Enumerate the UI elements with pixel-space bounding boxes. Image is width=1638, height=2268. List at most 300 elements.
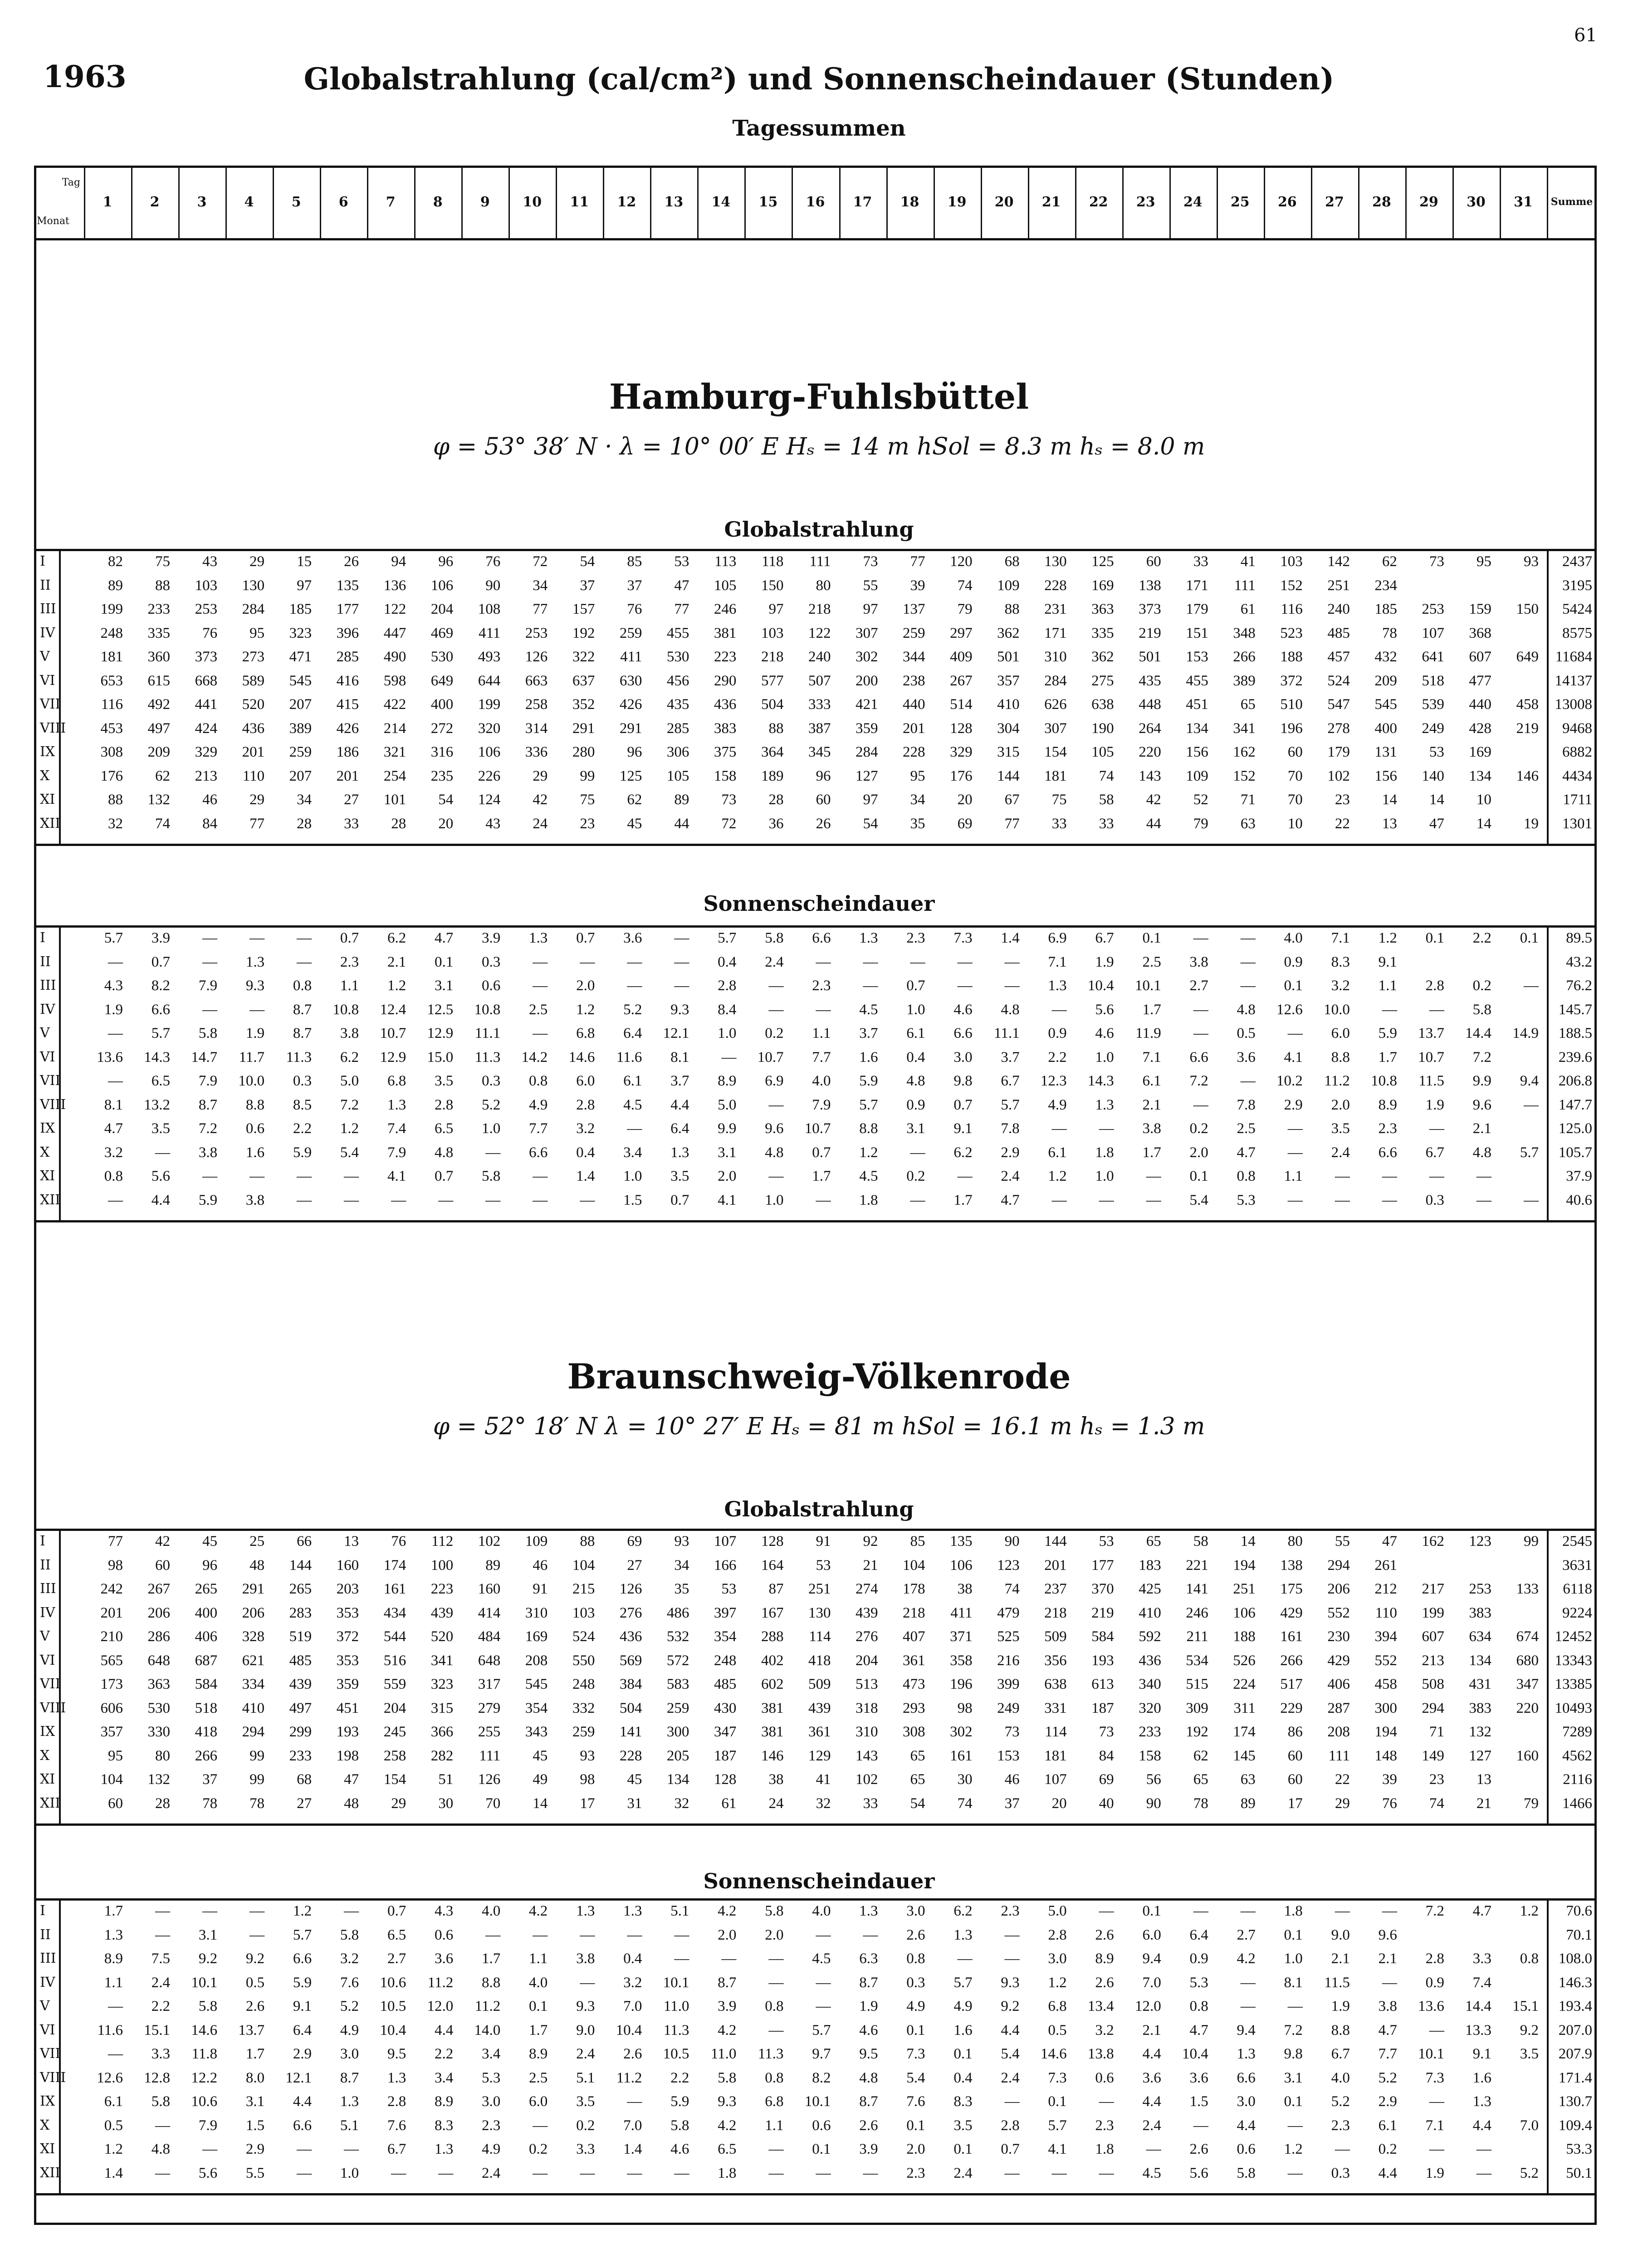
- data-cell: 5.2: [1378, 2069, 1397, 2086]
- data-cell: 7.1: [1331, 930, 1350, 946]
- data-cell: 4.9: [1048, 1096, 1067, 1113]
- data-cell: 5.7: [812, 2022, 831, 2038]
- data-cell: 0.1: [953, 2046, 973, 2062]
- data-cell: 2.0: [906, 2141, 925, 2157]
- data-cell: —: [674, 1926, 689, 1943]
- data-cell: —: [1287, 2165, 1303, 2181]
- data-cell: —: [155, 1903, 171, 1919]
- data-cell: 347: [714, 1724, 737, 1740]
- data-cell: 336: [525, 744, 548, 760]
- month-label: IX: [40, 2093, 55, 2109]
- data-cell: 626: [1044, 696, 1067, 713]
- data-cell: 224: [1233, 1676, 1256, 1692]
- data-cell: 0.7: [670, 1192, 689, 1208]
- data-cell: 4.0: [1284, 930, 1303, 946]
- data-cell: 12.3: [1040, 1073, 1067, 1089]
- data-cell: 94: [391, 553, 406, 570]
- data-cell: 2.9: [1378, 2093, 1397, 2110]
- data-cell: 2.9: [293, 2046, 312, 2062]
- data-cell: 79: [1193, 815, 1208, 832]
- data-cell: 0.8: [765, 2069, 784, 2086]
- data-cell: 136: [383, 577, 406, 594]
- data-cell: 6.2: [953, 1903, 973, 1919]
- data-cell: 368: [1469, 625, 1491, 641]
- data-cell: 5.1: [340, 2117, 359, 2134]
- data-cell: 4.6: [670, 2141, 689, 2157]
- data-cell: 13.8: [1087, 2046, 1114, 2062]
- data-cell: 4.1: [387, 1168, 406, 1184]
- data-cell: 212: [1374, 1581, 1397, 1597]
- data-cell: 3.1: [1284, 2069, 1303, 2086]
- data-cell: 7.0: [1142, 1974, 1161, 1991]
- data-cell: 205: [666, 1747, 689, 1764]
- data-cell: 37: [1004, 1795, 1020, 1812]
- data-cell: —: [1193, 1001, 1208, 1018]
- data-cell: 6.8: [765, 2093, 784, 2110]
- data-cell: 0.8: [1520, 1950, 1539, 1967]
- data-cell: —: [627, 953, 642, 970]
- data-cell: —: [768, 1001, 784, 1018]
- data-cell: 426: [619, 696, 642, 713]
- block-top-rule: [34, 1898, 1597, 1901]
- data-cell: 8.9: [1378, 1096, 1397, 1113]
- data-cell: 9.9: [1472, 1073, 1491, 1089]
- row-sum: 145.7: [1558, 1001, 1592, 1018]
- data-cell: 34: [910, 792, 925, 808]
- data-cell: 3.9: [859, 2141, 878, 2157]
- data-cell: —: [1240, 930, 1256, 946]
- data-cell: 5.8: [340, 1926, 359, 1943]
- day-header: 29: [1405, 166, 1454, 238]
- data-cell: 99: [249, 1771, 265, 1788]
- data-cell: 255: [478, 1724, 501, 1740]
- data-cell: 363: [1091, 601, 1114, 617]
- data-cell: 9.1: [953, 1120, 973, 1137]
- data-cell: 204: [856, 1652, 878, 1669]
- data-cell: 341: [1233, 720, 1256, 737]
- data-cell: 415: [336, 696, 359, 713]
- data-cell: 207: [289, 767, 312, 784]
- data-cell: 98: [108, 1557, 123, 1574]
- data-cell: 6.4: [293, 2022, 312, 2038]
- data-cell: —: [1051, 1120, 1067, 1137]
- data-cell: 4.8: [1001, 1001, 1020, 1018]
- data-cell: 233: [1139, 1724, 1161, 1740]
- data-cell: —: [580, 1974, 595, 1991]
- data-cell: 1.0: [718, 1025, 737, 1041]
- data-cell: 2.4: [576, 2046, 595, 2062]
- data-cell: 11.1: [474, 1025, 501, 1041]
- data-cell: 39: [1382, 1771, 1397, 1788]
- data-cell: 3.1: [906, 1120, 925, 1137]
- data-cell: 60: [1287, 744, 1303, 760]
- data-cell: 188: [1233, 1628, 1256, 1645]
- data-cell: 11.2: [616, 2069, 642, 2086]
- data-cell: 53: [674, 553, 689, 570]
- data-cell: 0.1: [1425, 930, 1444, 946]
- data-cell: 181: [1044, 767, 1067, 784]
- data-cell: 63: [1240, 1771, 1256, 1788]
- data-cell: —: [1287, 1025, 1303, 1041]
- data-cell: 485: [289, 1652, 312, 1669]
- row-sum: 147.7: [1558, 1096, 1592, 1113]
- data-cell: 344: [903, 649, 925, 665]
- data-cell: 134: [1186, 720, 1208, 737]
- data-cell: 524: [572, 1628, 595, 1645]
- data-cell: 8.8: [859, 1120, 878, 1137]
- data-cell: 513: [856, 1676, 878, 1692]
- data-cell: 109: [997, 577, 1020, 594]
- data-cell: 102: [856, 1771, 878, 1788]
- data-cell: 82: [108, 553, 123, 570]
- data-cell: 107: [1044, 1771, 1067, 1788]
- data-cell: 104: [572, 1557, 595, 1574]
- data-cell: —: [957, 1950, 973, 1967]
- data-cell: 7.7: [529, 1120, 548, 1137]
- data-cell: 253: [195, 601, 218, 617]
- data-cell: 0.2: [576, 2117, 595, 2134]
- data-cell: 410: [997, 696, 1020, 713]
- data-cell: 2.3: [1001, 1903, 1020, 1919]
- data-cell: 237: [1044, 1581, 1067, 1597]
- data-cell: 6.7: [1095, 930, 1114, 946]
- data-cell: 60: [108, 1795, 123, 1812]
- data-cell: 127: [1469, 1747, 1491, 1764]
- data-cell: 209: [147, 744, 171, 760]
- data-cell: 13.2: [144, 1096, 171, 1113]
- data-cell: 5.7: [1001, 1096, 1020, 1113]
- data-cell: 216: [997, 1652, 1020, 1669]
- data-cell: 116: [101, 696, 123, 713]
- data-cell: 10.5: [663, 2046, 689, 2062]
- data-cell: —: [249, 1001, 265, 1018]
- data-cell: 217: [1422, 1581, 1444, 1597]
- data-cell: 519: [289, 1628, 312, 1645]
- data-cell: 30: [957, 1771, 973, 1788]
- data-cell: —: [627, 978, 642, 994]
- data-cell: 85: [910, 1533, 925, 1549]
- data-cell: 3.1: [718, 1144, 737, 1161]
- section-label-sunshine: Sonnenscheindauer: [703, 1869, 935, 1893]
- data-cell: 648: [147, 1652, 171, 1669]
- data-cell: 441: [195, 696, 218, 713]
- data-cell: 53: [721, 1581, 737, 1597]
- data-cell: 1.3: [953, 1926, 973, 1943]
- data-cell: 0.8: [104, 1168, 123, 1184]
- data-cell: 360: [147, 649, 171, 665]
- data-cell: 4.0: [812, 1073, 831, 1089]
- data-cell: 644: [478, 672, 501, 689]
- data-cell: 6.8: [387, 1073, 406, 1089]
- data-cell: 2.3: [812, 978, 831, 994]
- data-cell: 178: [903, 1581, 925, 1597]
- data-cell: 384: [619, 1676, 642, 1692]
- data-cell: 47: [674, 577, 689, 594]
- data-cell: 653: [100, 672, 123, 689]
- row-sum: 13343: [1555, 1652, 1592, 1669]
- data-cell: 259: [289, 744, 312, 760]
- data-cell: 456: [666, 672, 689, 689]
- data-cell: —: [674, 2165, 689, 2181]
- data-cell: 74: [957, 1795, 973, 1812]
- month-label: XII: [40, 2165, 61, 2181]
- data-cell: 204: [383, 1700, 406, 1716]
- data-cell: —: [1429, 1120, 1444, 1137]
- month-label: VIII: [40, 1700, 66, 1716]
- data-cell: —: [1382, 1001, 1397, 1018]
- data-cell: 177: [1091, 1557, 1114, 1574]
- data-cell: 107: [714, 1533, 737, 1549]
- data-cell: 530: [430, 649, 454, 665]
- data-cell: 674: [1516, 1628, 1539, 1645]
- data-cell: 77: [108, 1533, 123, 1549]
- data-cell: 98: [580, 1771, 595, 1788]
- month-label: XI: [40, 2141, 55, 2157]
- row-sum: 2545: [1562, 1533, 1592, 1549]
- data-cell: 1.3: [623, 1903, 642, 1919]
- data-cell: 99: [580, 767, 595, 784]
- data-cell: 74: [1429, 1795, 1444, 1812]
- data-cell: 173: [100, 1676, 123, 1692]
- data-cell: 323: [430, 1676, 454, 1692]
- data-cell: 192: [1186, 1724, 1208, 1740]
- data-cell: 3.0: [340, 2046, 359, 2062]
- data-cell: 501: [997, 649, 1020, 665]
- data-cell: 245: [383, 1724, 406, 1740]
- data-cell: 0.6: [812, 2117, 831, 2134]
- page-title: Globalstrahlung (cal/cm²) und Sonnenscheindauer (Stunden): [303, 61, 1335, 97]
- data-cell: 193: [336, 1724, 359, 1740]
- data-cell: 0.8: [293, 978, 312, 994]
- data-cell: 371: [950, 1628, 973, 1645]
- data-cell: 5.8: [198, 1998, 218, 2014]
- data-cell: 5.9: [198, 1192, 218, 1208]
- data-cell: 181: [1044, 1747, 1067, 1764]
- data-cell: 6.6: [529, 1144, 548, 1161]
- data-cell: 74: [1099, 767, 1114, 784]
- data-cell: —: [202, 1001, 218, 1018]
- data-cell: —: [1476, 2165, 1491, 2181]
- data-cell: 8.2: [151, 978, 171, 994]
- data-cell: 381: [761, 1724, 784, 1740]
- data-cell: 201: [242, 744, 265, 760]
- data-cell: 358: [950, 1652, 973, 1669]
- data-cell: 10.7: [1418, 1049, 1444, 1066]
- data-cell: 1.8: [1284, 1903, 1303, 1919]
- data-cell: 3.5: [434, 1073, 454, 1089]
- data-cell: —: [1004, 2165, 1020, 2181]
- row-sum: 6882: [1562, 744, 1592, 760]
- data-cell: 158: [714, 767, 737, 784]
- day-header: 19: [934, 166, 982, 238]
- data-cell: 6.1: [104, 2093, 123, 2110]
- data-cell: 2.7: [1237, 1926, 1256, 1943]
- data-cell: 10.2: [1276, 1073, 1303, 1089]
- data-cell: 1.9: [1095, 953, 1114, 970]
- data-cell: 208: [525, 1652, 548, 1669]
- data-cell: 2.9: [245, 2141, 265, 2157]
- data-cell: 2.8: [387, 2093, 406, 2110]
- data-cell: 171: [1186, 577, 1208, 594]
- data-cell: —: [910, 1192, 925, 1208]
- data-cell: 204: [430, 601, 454, 617]
- data-cell: 5.2: [623, 1001, 642, 1018]
- data-cell: —: [1240, 1998, 1256, 2014]
- data-cell: 122: [383, 601, 406, 617]
- month-label: II: [40, 1557, 51, 1573]
- data-cell: 3.0: [953, 1049, 973, 1066]
- data-cell: 8.8: [482, 1974, 501, 1991]
- month-label: IX: [40, 744, 55, 760]
- data-cell: 425: [1139, 1581, 1161, 1597]
- data-cell: 68: [297, 1771, 312, 1788]
- data-cell: 4.4: [1237, 2117, 1256, 2134]
- row-sum: 125.0: [1558, 1120, 1592, 1137]
- data-cell: 6.3: [859, 1950, 878, 1967]
- data-cell: 10: [1476, 792, 1491, 808]
- data-cell: 4.6: [953, 1001, 973, 1018]
- data-cell: 5.7: [1520, 1144, 1539, 1161]
- data-cell: 29: [1335, 1795, 1350, 1812]
- data-cell: 430: [714, 1700, 737, 1716]
- data-cell: 440: [1469, 696, 1491, 713]
- data-cell: 4.0: [1331, 2069, 1350, 2086]
- data-cell: 14.6: [1040, 2046, 1067, 2062]
- data-cell: 13.3: [1465, 2022, 1491, 2038]
- data-cell: 9.8: [953, 1073, 973, 1089]
- month-label: I: [40, 1533, 45, 1549]
- data-cell: 32: [674, 1795, 689, 1812]
- data-cell: 52: [1193, 792, 1208, 808]
- data-cell: 300: [1374, 1700, 1397, 1716]
- data-cell: 104: [100, 1771, 123, 1788]
- data-cell: 1.6: [245, 1144, 265, 1161]
- data-cell: 99: [1523, 1533, 1539, 1549]
- data-cell: 162: [1422, 1533, 1444, 1549]
- data-cell: 275: [1091, 672, 1114, 689]
- data-cell: 105: [1091, 744, 1114, 760]
- data-cell: 65: [1146, 1533, 1161, 1549]
- data-cell: 6.4: [623, 1025, 642, 1041]
- data-cell: 1.7: [482, 1950, 501, 1967]
- data-cell: 545: [1374, 696, 1397, 713]
- data-cell: 517: [1280, 1676, 1303, 1692]
- data-cell: 266: [1280, 1652, 1303, 1669]
- data-cell: 451: [1186, 696, 1208, 713]
- data-cell: 3.5: [670, 1168, 689, 1184]
- data-cell: 17: [1287, 1795, 1303, 1812]
- data-cell: 96: [202, 1557, 218, 1574]
- data-cell: 209: [1374, 672, 1397, 689]
- row-sum: 2116: [1563, 1771, 1592, 1788]
- data-cell: 5.0: [718, 1096, 737, 1113]
- data-cell: 2.1: [1378, 1950, 1397, 1967]
- data-cell: 4.9: [953, 1998, 973, 2014]
- data-cell: 592: [1139, 1628, 1161, 1645]
- data-cell: 84: [1099, 1747, 1114, 1764]
- data-cell: 206: [1327, 1581, 1350, 1597]
- data-cell: 4.5: [812, 1950, 831, 1967]
- data-cell: 300: [666, 1724, 689, 1740]
- data-cell: 0.4: [576, 1144, 595, 1161]
- day-header: 21: [1028, 166, 1076, 238]
- month-label: III: [40, 1950, 56, 1966]
- data-cell: 0.8: [906, 1950, 925, 1967]
- data-cell: 201: [1044, 1557, 1067, 1574]
- data-cell: 436: [714, 696, 737, 713]
- data-cell: 0.9: [1425, 1974, 1444, 1991]
- data-cell: 154: [1044, 744, 1067, 760]
- data-cell: —: [391, 2165, 406, 2181]
- data-cell: —: [1240, 1073, 1256, 1089]
- day-header: 11: [556, 166, 604, 238]
- data-cell: 34: [674, 1557, 689, 1574]
- data-cell: 411: [950, 1604, 973, 1621]
- data-cell: 9.3: [670, 1001, 689, 1018]
- month-label: IX: [40, 1120, 55, 1136]
- data-cell: 49: [533, 1771, 548, 1788]
- month-label: III: [40, 1581, 56, 1597]
- data-cell: 4.5: [859, 1168, 878, 1184]
- data-cell: —: [1193, 930, 1208, 946]
- data-cell: 11.0: [663, 1998, 689, 2014]
- data-cell: —: [816, 953, 831, 970]
- data-cell: —: [1193, 1025, 1208, 1041]
- data-cell: 126: [619, 1581, 642, 1597]
- data-cell: —: [1193, 1096, 1208, 1113]
- data-cell: —: [202, 930, 218, 946]
- data-cell: 132: [1469, 1724, 1491, 1740]
- data-cell: 1.4: [1001, 930, 1020, 946]
- data-cell: 58: [1193, 1533, 1208, 1549]
- data-cell: 162: [1233, 744, 1256, 760]
- data-cell: 354: [714, 1628, 737, 1645]
- data-cell: 198: [336, 1747, 359, 1764]
- data-cell: 8.8: [245, 1096, 265, 1113]
- data-cell: 106: [1233, 1604, 1256, 1621]
- data-cell: 88: [1004, 601, 1020, 617]
- row-sum: 7289: [1562, 1724, 1592, 1740]
- data-cell: 7.4: [1472, 1974, 1491, 1991]
- row-sum: 109.4: [1558, 2117, 1592, 2134]
- data-cell: 10.8: [332, 1001, 359, 1018]
- data-cell: 1.2: [1378, 930, 1397, 946]
- data-cell: 45: [202, 1533, 218, 1549]
- data-cell: 439: [430, 1604, 454, 1621]
- data-cell: 308: [100, 744, 123, 760]
- data-cell: 1.4: [623, 2141, 642, 2157]
- data-cell: 27: [344, 792, 359, 808]
- data-cell: 6.6: [953, 1025, 973, 1041]
- data-cell: —: [627, 2093, 642, 2110]
- data-cell: —: [580, 1926, 595, 1943]
- data-cell: —: [533, 978, 548, 994]
- data-cell: 13.4: [1087, 1998, 1114, 2014]
- data-cell: 190: [1091, 720, 1114, 737]
- data-cell: 213: [1422, 1652, 1444, 1669]
- data-cell: 240: [1327, 601, 1350, 617]
- data-cell: 218: [761, 649, 784, 665]
- data-cell: 1.2: [293, 1903, 312, 1919]
- data-cell: 3.6: [1189, 2069, 1208, 2086]
- data-cell: 15: [297, 553, 312, 570]
- data-cell: 273: [242, 649, 265, 665]
- data-cell: 329: [950, 744, 973, 760]
- data-cell: 259: [666, 1700, 689, 1716]
- data-cell: 383: [1469, 1604, 1491, 1621]
- data-cell: 394: [1374, 1628, 1397, 1645]
- data-cell: 215: [572, 1581, 595, 1597]
